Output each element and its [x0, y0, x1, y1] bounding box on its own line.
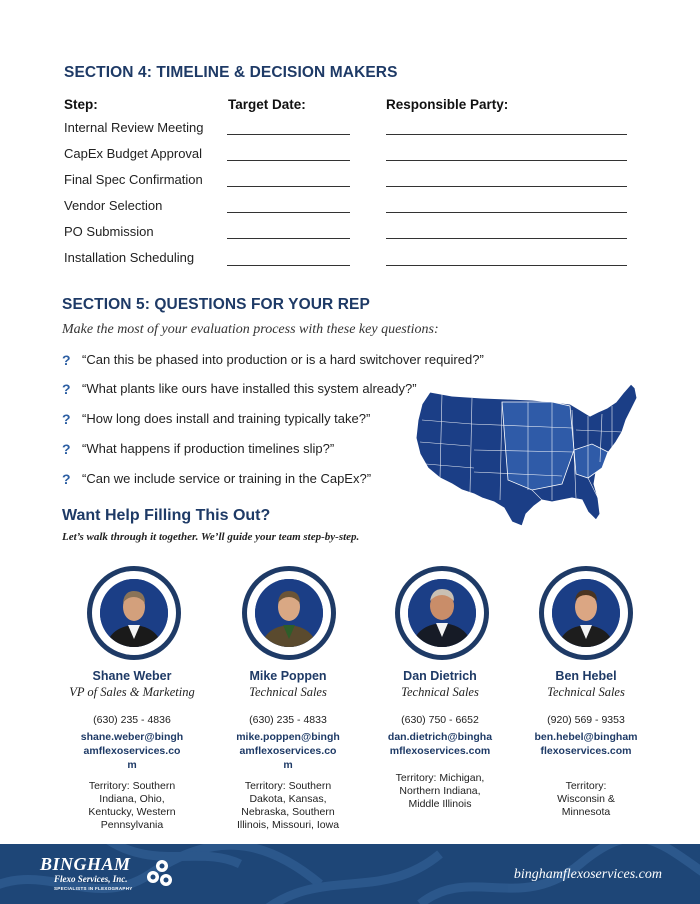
logo-rollers-icon — [144, 858, 174, 888]
date-field-line[interactable] — [227, 265, 350, 266]
question-mark-icon: ? — [62, 381, 71, 397]
date-field-line[interactable] — [227, 186, 350, 187]
party-field-line[interactable] — [386, 134, 627, 135]
rep-territory: Territory: Michigan, Northern Indiana, Middle Illinois — [395, 772, 485, 810]
rep-title: Technical Sales — [401, 685, 479, 699]
question-text: “What happens if production timelines slip?” — [82, 441, 335, 456]
footer-website-link[interactable]: binghamflexoservices.com — [513, 867, 662, 882]
question-item — [62, 381, 417, 399]
question-mark-icon: ? — [62, 411, 71, 427]
logo-main: BINGHAM — [40, 854, 131, 874]
rep-name: Mike Poppen — [249, 669, 327, 683]
rep-territory: Territory: Southern Indiana, Ohio, Kentucky, Western Pennsylvania — [88, 780, 176, 831]
target-date-column-header: Target Date: — [228, 97, 306, 112]
step-label-spec: Final Spec Confirmation — [64, 172, 203, 187]
rep-name: Dan Dietrich — [403, 669, 477, 683]
responsible-party-column-header: Responsible Party: — [386, 97, 509, 112]
rep-email[interactable]: mike.poppen@binghamflexoservices.com — [236, 731, 340, 771]
section4-title: SECTION 4: TIMELINE & DECISION MAKERS — [64, 64, 398, 81]
rep-territory: Territory: Southern Dakota, Kansas, Nebraska, Southern Illinois, Missouri, Iowa — [236, 780, 340, 831]
us-map-illustration — [412, 380, 644, 530]
rep-email[interactable]: shane.weber@binghamflexoservices.com — [80, 731, 184, 771]
step-label-vendor: Vendor Selection — [64, 198, 163, 213]
party-field-line[interactable] — [386, 160, 627, 161]
party-field-line[interactable] — [386, 212, 627, 213]
rep-title: Technical Sales — [547, 685, 625, 699]
step-column-header: Step: — [64, 97, 98, 112]
question-text: “What plants like ours have installed this system already?” — [82, 381, 417, 396]
step-label-capex: CapEx Budget Approval — [64, 146, 203, 161]
question-mark-icon: ? — [62, 352, 71, 368]
section5-title: SECTION 5: QUESTIONS FOR YOUR REP — [62, 296, 370, 313]
rep-phone[interactable]: (630) 235 - 4836 — [93, 714, 171, 726]
rep-card — [57, 669, 207, 832]
party-field-line[interactable] — [386, 265, 627, 266]
rep-card — [213, 669, 363, 832]
person-icon — [255, 579, 323, 647]
question-item — [62, 441, 335, 459]
person-icon — [552, 579, 620, 647]
date-field-line[interactable] — [227, 160, 350, 161]
rep-phone[interactable]: (630) 235 - 4833 — [249, 714, 327, 726]
question-text: “Can we include service or training in the CapEx?” — [82, 471, 372, 486]
avatar — [242, 566, 336, 660]
avatar — [395, 566, 489, 660]
question-text: “How long does install and training typically take?” — [82, 411, 371, 426]
rep-territory: Territory: Wisconsin & Minnesota — [557, 780, 615, 818]
logo-tagline: SPECIALISTS IN FLEXOGRAPHY — [54, 886, 133, 891]
rep-email[interactable]: ben.hebel@binghamflexoservices.com — [534, 731, 638, 757]
question-text: “Can this be phased into production or is a hard switchover required?” — [82, 352, 484, 367]
help-title: Want Help Filling This Out? — [62, 507, 271, 524]
rep-name: Shane Weber — [92, 669, 172, 683]
question-item — [62, 411, 371, 429]
footer-bar — [0, 844, 700, 904]
rep-card — [511, 669, 661, 819]
rep-title: VP of Sales & Marketing — [69, 685, 195, 699]
date-field-line[interactable] — [227, 238, 350, 239]
question-mark-icon: ? — [62, 441, 71, 457]
section5-intro: Make the most of your evaluation process with these key questions: — [62, 322, 439, 337]
avatar — [87, 566, 181, 660]
logo-sub: Flexo Services, Inc. — [54, 874, 128, 884]
step-label-install: Installation Scheduling — [64, 250, 195, 265]
question-item — [62, 352, 484, 370]
party-field-line[interactable] — [386, 238, 627, 239]
help-subtitle: Let’s walk through it together. We’ll guide your team step-by-step. — [62, 531, 360, 543]
question-item — [62, 471, 372, 489]
rep-card — [365, 669, 515, 811]
person-icon — [100, 579, 168, 647]
rep-phone[interactable]: (920) 569 - 9353 — [547, 714, 625, 726]
rep-title: Technical Sales — [249, 685, 327, 699]
date-field-line[interactable] — [227, 212, 350, 213]
rep-name: Ben Hebel — [555, 669, 617, 683]
rep-email[interactable]: dan.dietrich@binghamflexoservices.com — [387, 731, 493, 757]
question-mark-icon: ? — [62, 471, 71, 487]
party-field-line[interactable] — [386, 186, 627, 187]
date-field-line[interactable] — [227, 134, 350, 135]
rep-phone[interactable]: (630) 750 - 6652 — [401, 714, 479, 726]
avatar — [539, 566, 633, 660]
step-label-review: Internal Review Meeting — [64, 120, 204, 135]
person-icon — [408, 579, 476, 647]
step-label-po: PO Submission — [64, 224, 154, 239]
